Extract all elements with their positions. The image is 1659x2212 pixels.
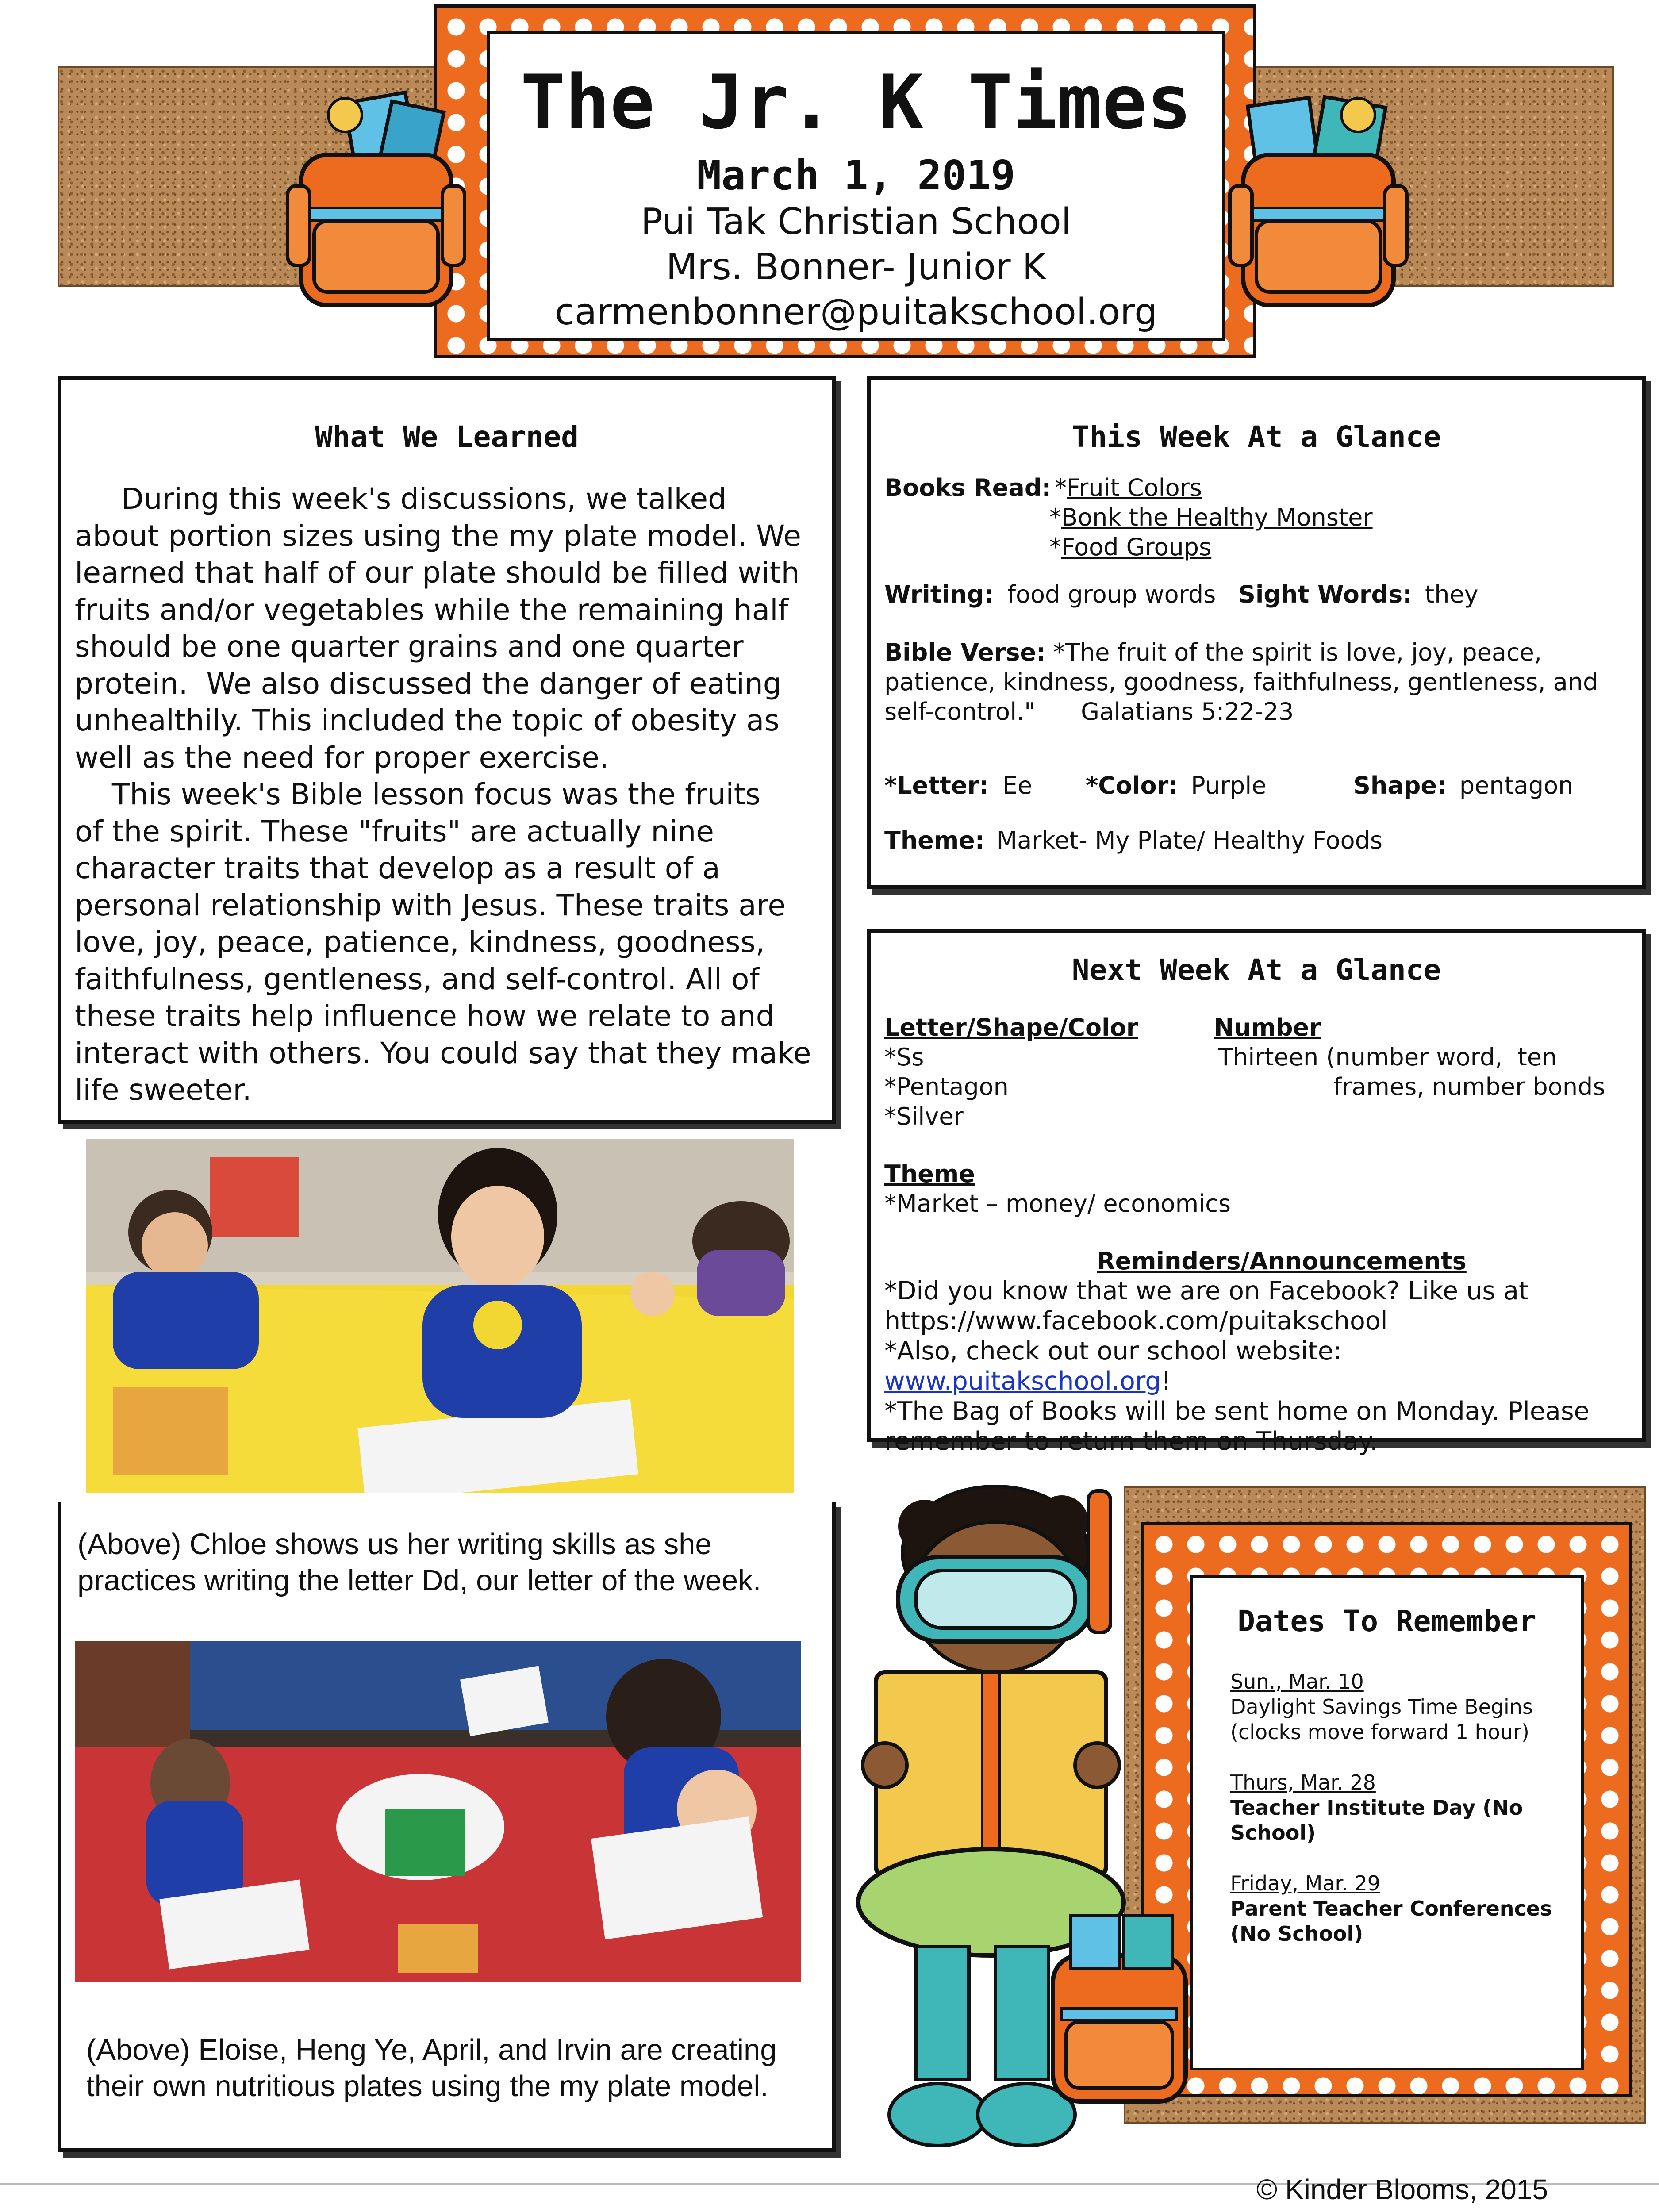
letter-value: Ee	[1002, 772, 1033, 799]
next-letter: *Ss	[884, 1043, 924, 1071]
dates-panel	[1190, 1575, 1584, 2070]
photo-1-caption: (Above) Chloe shows us her writing skills as she practices writing the letter Dd, our letter of the week.	[77, 1528, 761, 1597]
school-name: Pui Tak Christian School	[641, 201, 1071, 243]
theme-label: Theme:	[884, 826, 985, 854]
books-read: Books Read: *Fruit Colors *Bonk the Healthy Monster *Food Groups	[884, 474, 1373, 561]
this-week-box	[867, 376, 1646, 889]
photo-2-caption: (Above) Eloise, Heng Ye, April, and Irvin are creating their own nutritious plates using the my plate model.	[86, 2033, 777, 2103]
reminder-website: *Also, check out our school website: www.puitakschool.org!	[884, 1336, 1342, 1396]
title-panel	[487, 31, 1225, 341]
sight-words-label: Sight Words:	[1238, 580, 1412, 608]
book-title: Bonk the Healthy Monster	[1061, 503, 1373, 531]
reminder-bag-of-books: *The Bag of Books will be sent home on Monday. Please	[884, 1397, 1590, 1426]
backpack-icon-right	[1225, 88, 1411, 319]
next-number-line-2: frames, number bonds	[1333, 1073, 1605, 1101]
what-we-learned-heading: What We Learned	[315, 420, 579, 454]
bible-verse-label: Bible Verse:	[884, 638, 1046, 666]
color-value: Purple	[1190, 772, 1267, 799]
issue-date: March 1, 2019	[696, 152, 1016, 199]
teacher-name: Mrs. Bonner- Junior K	[666, 246, 1046, 288]
teacher-email[interactable]: carmenbonner@puitakschool.org	[554, 291, 1158, 333]
footer-copyright: © Kinder Blooms, 2015	[1256, 2174, 1548, 2205]
date-item: Sun., Mar. 10 Daylight Savings Time Begins (clocks move forward 1 hour)	[1230, 1669, 1581, 1745]
dates-heading: Dates To Remember	[1237, 1604, 1536, 1638]
next-week-heading: Next Week At a Glance	[1071, 953, 1441, 987]
reading-child-illustration	[849, 1478, 1248, 2168]
shape-value: pentagon	[1459, 772, 1574, 799]
facebook-url[interactable]: https://www.facebook.com/puitakschool	[884, 1306, 1388, 1336]
books-read-label: Books Read:	[884, 474, 1052, 502]
shape-label: Shape:	[1353, 772, 1447, 799]
next-theme-value: *Market – money/ economics	[884, 1190, 1231, 1217]
photo-chloe-writing	[86, 1139, 794, 1493]
letter-shape-color-label: Letter/Shape/Color	[884, 1014, 1138, 1041]
school-website-link[interactable]: www.puitakschool.org	[884, 1367, 1161, 1396]
writing-label: Writing:	[884, 580, 994, 608]
date-item: Thurs, Mar. 28 Teacher Institute Day (No School)	[1230, 1770, 1581, 1846]
date-item: Friday, Mar. 29 Parent Teacher Conferences (No School)	[1230, 1871, 1581, 1947]
this-week-heading: This Week At a Glance	[1071, 420, 1441, 454]
bible-verse: Bible Verse: *The fruit of the spirit is love, joy, peace, patience, kindness, goodness, faithfulness, gentleness, and self-control." Galatians 5:22-23	[884, 638, 1598, 726]
what-we-learned-box	[58, 376, 836, 1124]
reminders-label: Reminders/Announcements	[1097, 1247, 1467, 1275]
next-theme-label: Theme	[884, 1160, 975, 1188]
theme-value: Market- My Plate/ Healthy Foods	[996, 826, 1383, 854]
next-number-line-1: Thirteen (number word, ten	[1218, 1043, 1557, 1071]
book-title: Fruit Colors	[1067, 474, 1202, 502]
next-color: *Silver	[884, 1102, 964, 1130]
sight-words-value: they	[1425, 580, 1479, 608]
letter-label: *Letter:	[884, 772, 989, 799]
number-label: Number	[1214, 1014, 1321, 1041]
date-label: Sun., Mar. 10	[1230, 1670, 1364, 1694]
newsletter-title: The Jr. K Times	[520, 59, 1192, 146]
reminder-bag-of-books-2: remember to return them on Thursday.	[884, 1427, 1378, 1456]
writing-value: food group words	[1007, 580, 1216, 608]
date-label: Thurs, Mar. 28	[1230, 1770, 1376, 1794]
next-week-box	[867, 929, 1646, 1456]
what-we-learned-text: During this week's discussions, we talked about portion sizes using the my plate model. We learned that half of our plate should be filled with fruits and/or vegetables while the remaining half should be one quarter grains and one quarter protein. We also discussed the danger of eating unhealthily. This included the topic of obesity as well as the need for proper exercise. This week's Bible lesson focus was the fruits of the spirit. These "fruits" are actually nine character traits that develop as a result of a personal relationship with Jesus. These traits are love, joy, peace, patience, kindness, goodness, faithfulness, gentleness, and self-control. All of these traits help influence how we relate to and interact with others. You could say that they make life sweeter.	[75, 482, 811, 1107]
next-shape: *Pentagon	[884, 1073, 1009, 1101]
reminder-facebook: *Did you know that we are on Facebook? Like us at	[884, 1276, 1529, 1306]
color-label: *Color:	[1086, 772, 1178, 799]
book-title: Food Groups	[1061, 533, 1212, 561]
backpack-icon	[283, 88, 469, 319]
photo-my-plate-activity	[75, 1641, 801, 1982]
date-label: Friday, Mar. 29	[1230, 1871, 1381, 1895]
